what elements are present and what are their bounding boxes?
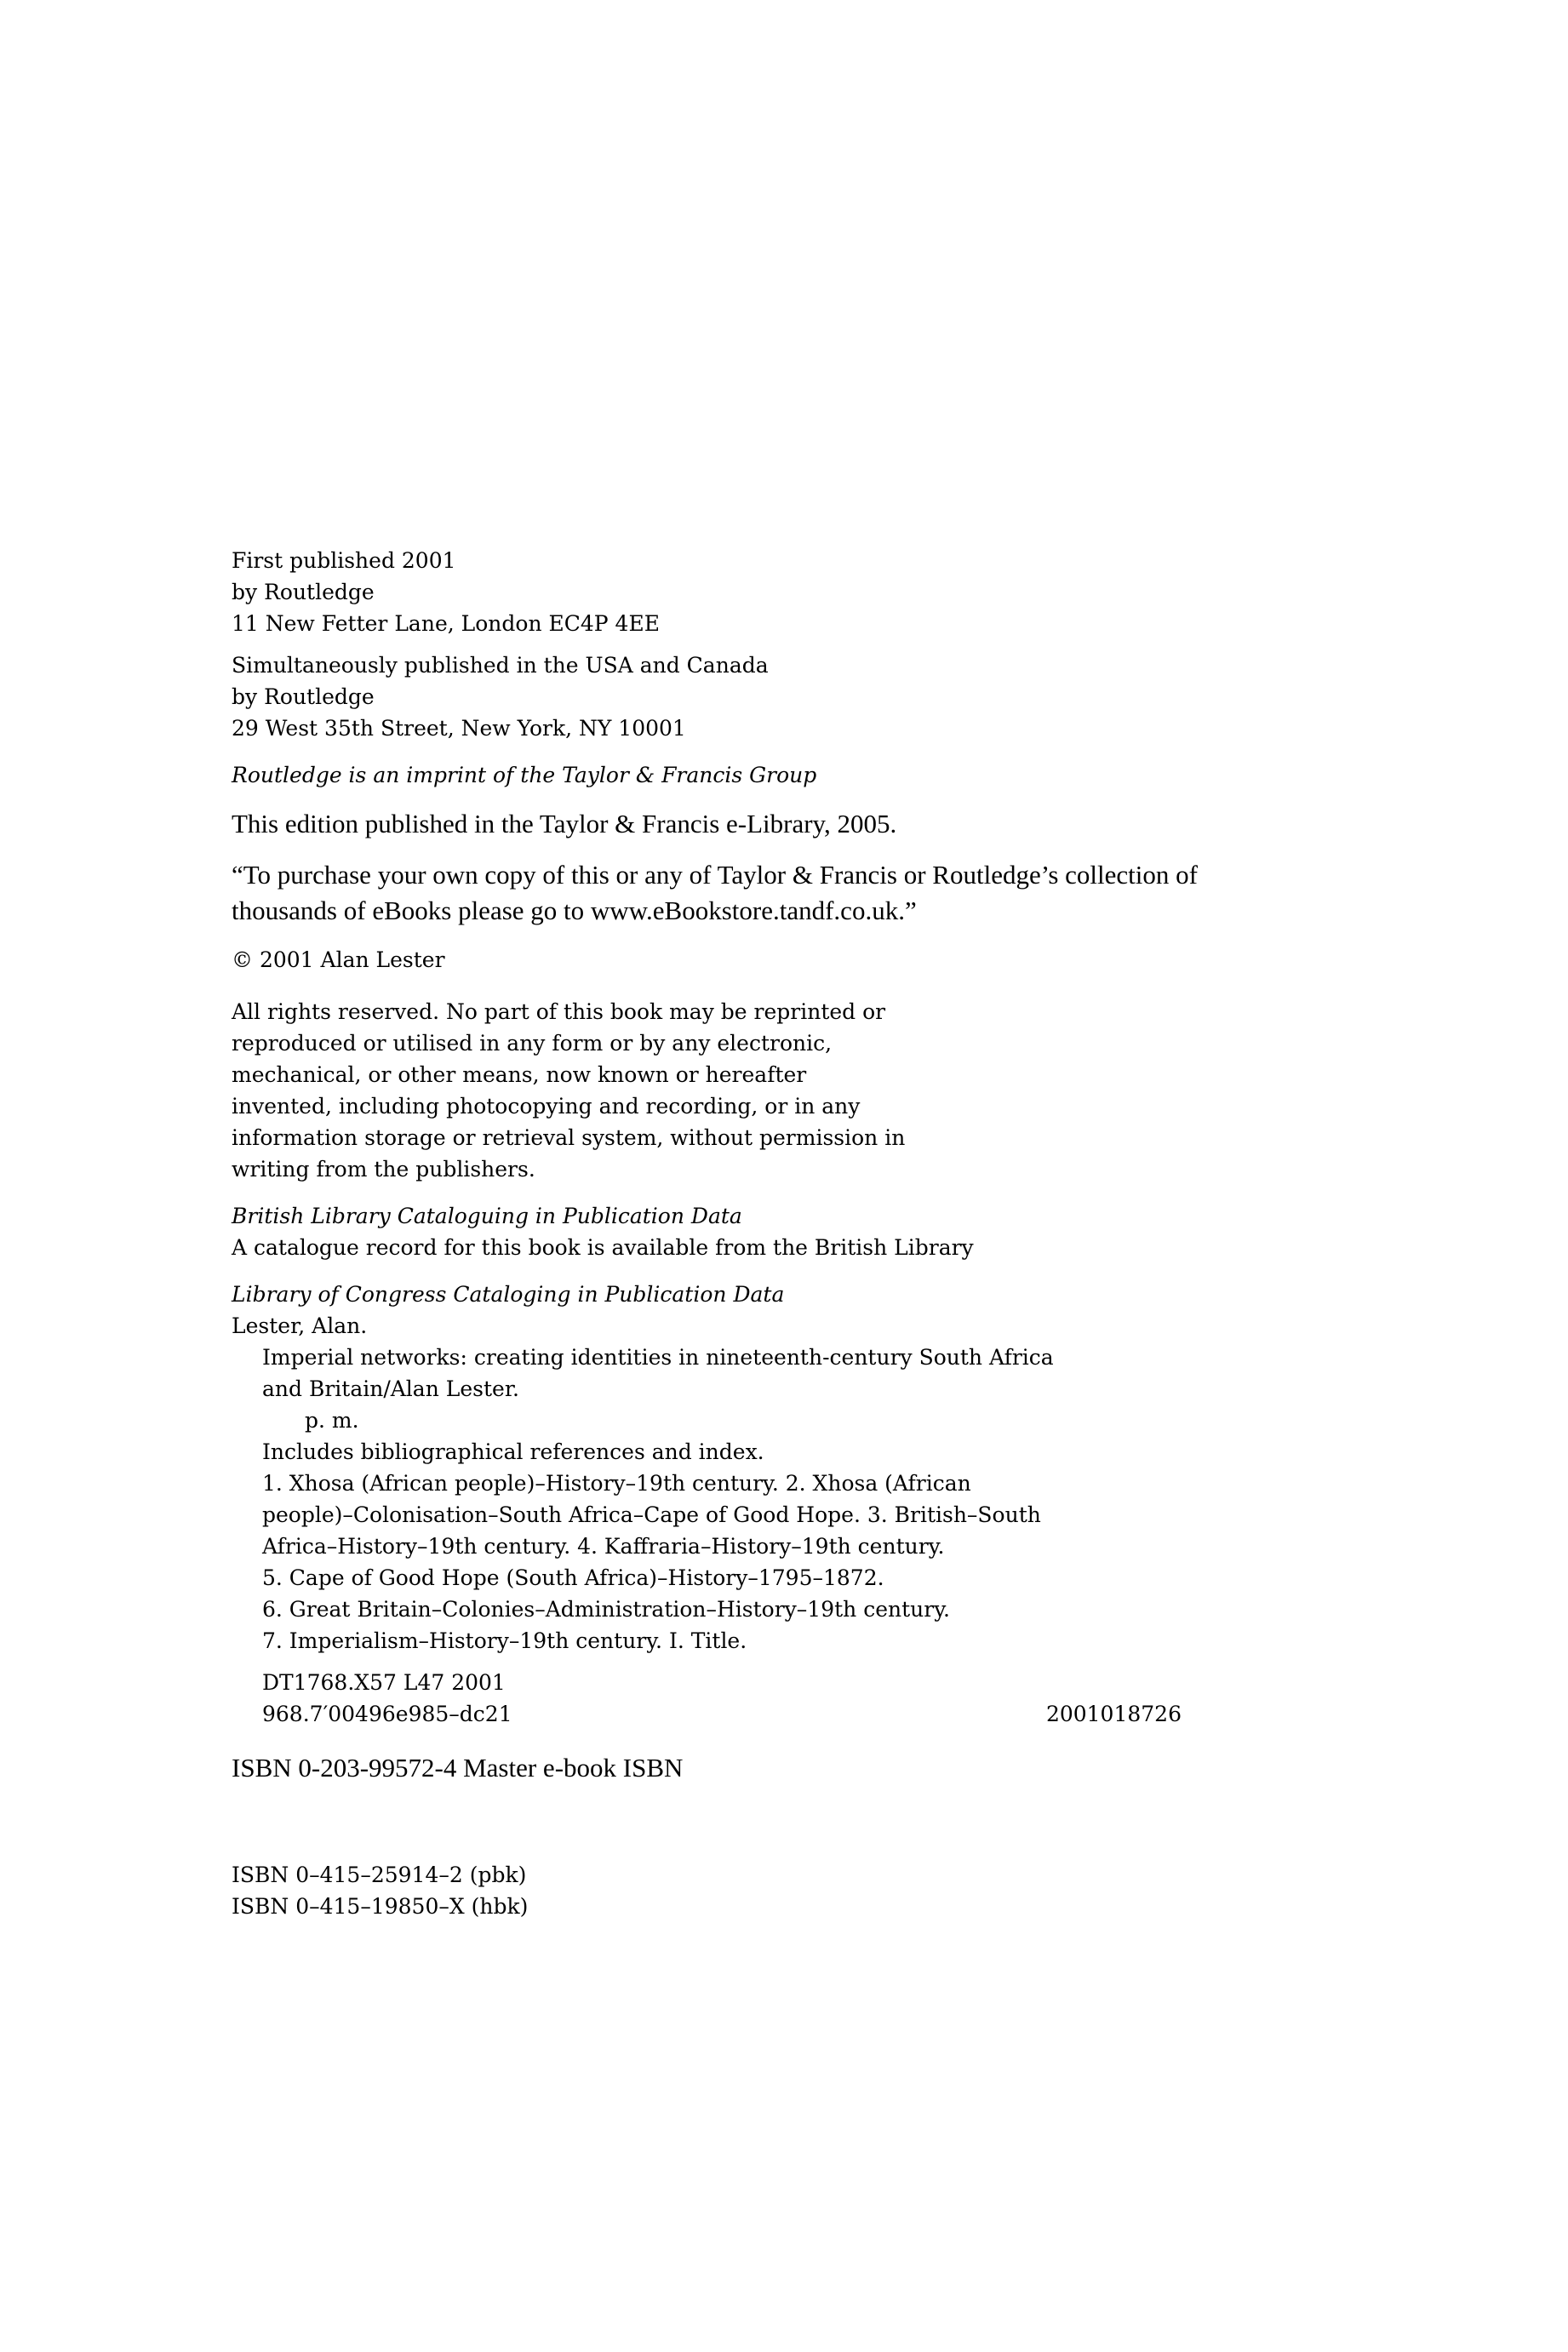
- purchase-note: [232, 857, 1449, 929]
- copyright-line: © 2001 Alan Lester: [232, 947, 445, 972]
- rights-line: mechanical, or other means, now known or hereafter: [232, 1062, 807, 1087]
- loc-title-line: and Britain/Alan Lester.: [262, 1376, 519, 1401]
- loc-subject-line: 6. Great Britain–Colonies–Administration–History–19th century.: [262, 1597, 950, 1622]
- us-published-line: Simultaneously published in the USA and Canada: [232, 653, 769, 678]
- loc-subject-line: people)–Colonisation–South Africa–Cape of Good Hope. 3. British–South: [262, 1502, 1041, 1527]
- library-of-congress-data: [232, 1279, 1449, 1730]
- uk-address: 11 New Fetter Lane, London EC4P 4EE: [232, 611, 660, 636]
- loc-includes: Includes bibliographical references and index.: [262, 1439, 764, 1464]
- imprint-note: Routledge is an imprint of the Taylor & Francis Group: [232, 763, 817, 787]
- loc-author: Lester, Alan.: [232, 1313, 368, 1338]
- purchase-note-line-2: thousands of eBooks please go to www.eBookstore.tandf.co.uk.”: [232, 896, 917, 925]
- loc-dewey-row: [232, 1698, 1182, 1730]
- us-address: 29 West 35th Street, New York, NY 10001: [232, 716, 686, 741]
- loc-subject-line: 1. Xhosa (African people)–History–19th century. 2. Xhosa (African: [262, 1471, 971, 1496]
- isbn-pbk: ISBN 0–415–25914–2 (pbk): [232, 1863, 527, 1887]
- first-published: First published 2001: [232, 548, 456, 573]
- loc-subject-line: 7. Imperialism–History–19th century. I. Title.: [262, 1628, 747, 1653]
- rights-statement: [232, 996, 1449, 1185]
- british-library-text: A catalogue record for this book is available from the British Library: [232, 1235, 974, 1260]
- isbn-list: [232, 1859, 1449, 1922]
- loc-pages: p. m.: [305, 1408, 359, 1433]
- british-library-heading: British Library Cataloguing in Publication Data: [232, 1204, 742, 1228]
- copyright-page: [232, 545, 1449, 1922]
- us-publication-info: [232, 650, 1449, 744]
- rights-line: reproduced or utilised in any form or by any electronic,: [232, 1031, 833, 1056]
- publisher-name: by Routledge: [232, 580, 375, 604]
- loc-subject-line: 5. Cape of Good Hope (South Africa)–History–1795–1872.: [262, 1565, 884, 1590]
- loc-subject-line: Africa–History–19th century. 4. Kaffraria–History–19th century.: [262, 1534, 945, 1559]
- ebook-edition-note: This edition published in the Taylor & Francis e-Library, 2005.: [232, 809, 897, 838]
- loc-class-number: DT1768.X57 L47 2001: [262, 1670, 506, 1695]
- publication-info: [232, 545, 1449, 639]
- master-isbn: ISBN 0-203-99572-4 Master e-book ISBN: [232, 1753, 684, 1783]
- loc-control-number: 2001018726: [1045, 1702, 1182, 1726]
- rights-line: writing from the publishers.: [232, 1157, 535, 1182]
- loc-dewey-number: 968.7′00496e985–dc21: [262, 1702, 512, 1726]
- rights-line: All rights reserved. No part of this book may be reprinted or: [232, 999, 886, 1024]
- rights-line: invented, including photocopying and recording, or in any: [232, 1094, 861, 1119]
- purchase-note-line-1: “To purchase your own copy of this or any of Taylor & Francis or Routledge’s collection of: [232, 860, 1198, 890]
- isbn-hbk: ISBN 0–415–19850–X (hbk): [232, 1894, 529, 1919]
- rights-line: information storage or retrieval system, without permission in: [232, 1125, 906, 1150]
- british-library-data: [232, 1200, 1449, 1263]
- us-publisher-name: by Routledge: [232, 684, 375, 709]
- loc-title-line: Imperial networks: creating identities in nineteenth-century South Africa: [262, 1345, 1054, 1370]
- loc-heading: Library of Congress Cataloging in Publication Data: [232, 1282, 785, 1307]
